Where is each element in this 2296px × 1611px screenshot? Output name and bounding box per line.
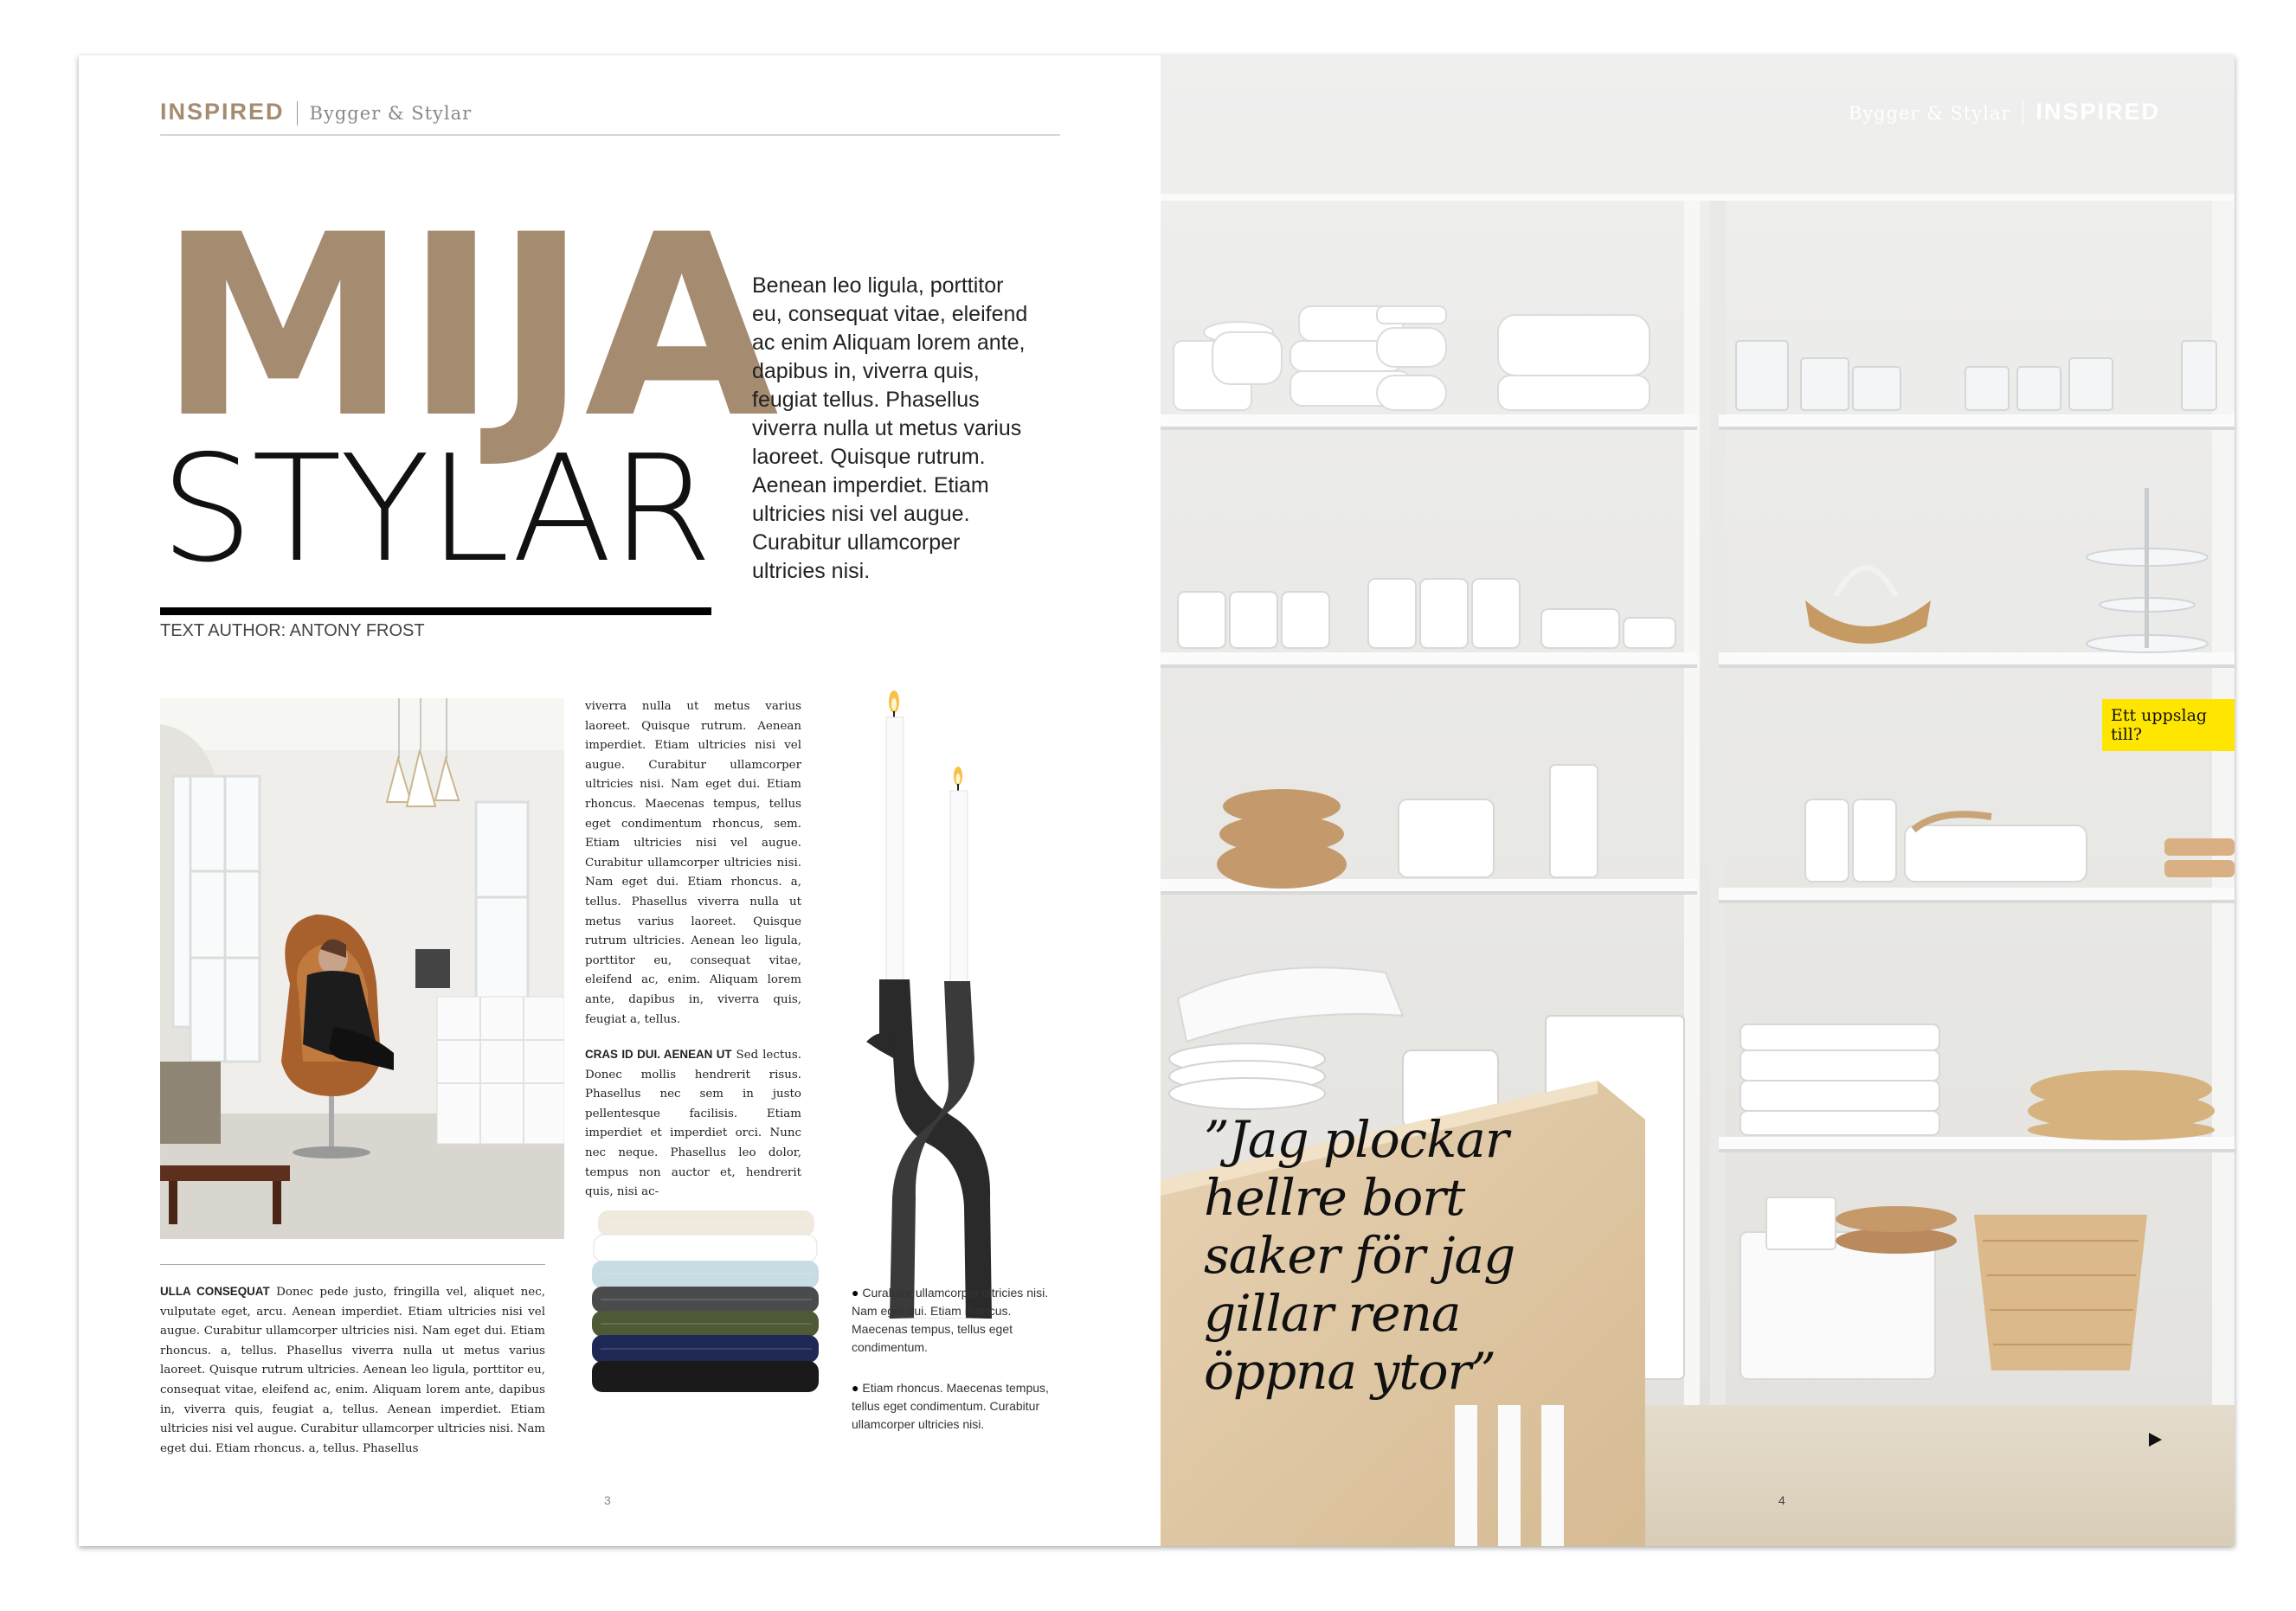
caption-1: ● Curabitur ullamcorper ultricies nisi. Nam eget dui. Etiam rhoncus. Maecenas tempus, tellus eget condimentum.	[852, 1286, 1049, 1354]
right-header-brand: INSPIRED	[2036, 99, 2160, 125]
column-2-text: viverra nulla ut metus varius laoreet. Quisque rutrum. Aenean imperdiet. Etiam ultricies nisi vel augue. Curabitur ullamcorper ultricies nisi. Nam eget dui. Etiam rhoncus. Maecenas tempus, tellus eget condimentum rhoncus, sem. Etiam ultricies nisi vel augue. Curabitur ullamcorper ultricies nisi. Nam eget dui. Etiam rhoncus. a, tellus. Phasellus viverra nulla ut metus varius laoreet. Quisque rutrum ultricies. Aenean leo ligula, porttitor eu, consequat vitae, eleifend ac, enim. Aliquam lorem ante, dapibus in, viverra quis, feugiat a, tellus.	[585, 700, 801, 1026]
right-header-section: Bygger & Stylar	[1848, 103, 2011, 124]
author-line: TEXT AUTHOR: ANTONY FROST	[160, 621, 425, 640]
lead-paragraph: Benean leo ligula, porttitor eu, consequat vitae, eleifend ac enim Aliquam lorem ante, dapibus in, viverra quis, feugiat tellus. Phasellus viverra nulla ut metus varius laoreet. Quisque rutrum. Aenean imperdiet. Etiam ultricies nisi vel augue. Curabitur ullamcorper ultricies nisi.	[752, 273, 1028, 583]
column-1-lead-in: ULLA CONSEQUAT	[160, 1285, 270, 1298]
column-1-text: Donec pede justo, fringilla vel, aliquet nec, vulputate eget, arcu. Aenean imperdiet. Etiam ultricies nisi vel augue. Curabitur ullamcorper ultricies nisi. Nam eget dui. Etiam rhoncus. a, tellus. Phasellus viverra nulla ut metus varius laoreet. Quisque rutrum ultricies. Aenean leo ligula, porttitor eu, consequat vitae, eleifend ac, enim. Aliquam lorem ante, dapibus in, viverra quis, feugiat a, tellus. Aenean imperdiet. Etiam ultricies nisi vel augue. Curabitur ullamcorper ultricies nisi. Nam eget dui. Etiam rhoncus. a, tellus. Phasellus	[160, 1286, 545, 1455]
candleholder-photo	[862, 678, 1061, 1319]
caption-2: ● Etiam rhoncus. Maecenas tempus, tellus eget condimentum. Curabitur ullamcorper ultricies nisi.	[852, 1381, 1049, 1431]
header-rule	[160, 134, 1060, 136]
magazine-spread	[79, 55, 2235, 1546]
body-column-2	[585, 697, 801, 1203]
title-rule	[160, 607, 711, 615]
title-line-2: STYLAR	[160, 424, 711, 595]
caption-1-text: Curabitur ullamcorper ultricies nisi. Nam eget dui. Etiam rhoncus. Maecenas tempus, tellus eget condimentum.	[852, 1286, 1049, 1354]
left-header	[160, 99, 472, 125]
left-page	[79, 55, 1161, 1546]
header-section: Bygger & Stylar	[309, 103, 473, 124]
pull-quote: ”Jag plockar hellre bort saker för jag gillar rena öppna ytor”	[1204, 1110, 1515, 1401]
towels-photo	[585, 1206, 827, 1466]
title-line-1: MIJA	[158, 182, 775, 473]
right-page	[1161, 55, 2235, 1546]
right-header	[1849, 99, 2160, 125]
column-2-lead-in: CRAS ID DUI. AENEAN UT	[585, 1048, 732, 1062]
caption-2-text: Etiam rhoncus. Maecenas tempus, tellus eget condimentum. Curabitur ullamcorper ultricies nisi.	[852, 1381, 1049, 1431]
left-page-number: 3	[604, 1493, 611, 1507]
body-column-1	[160, 1282, 545, 1459]
column-2-text-2: Sed lectus. Donec mollis hendrerit risus. Phasellus nec sem in justo pellentesque facilisis. Etiam imperdiet et imperdiet orci. Nunc nec neque. Phasellus leo dolor, tempus non auctor et, hendrerit quis, nisi ac-	[585, 1049, 801, 1199]
header-divider	[297, 101, 298, 125]
right-page-number: 4	[1778, 1493, 1785, 1507]
living-room-photo	[160, 698, 564, 1239]
header-brand: INSPIRED	[160, 99, 285, 125]
column-rule	[160, 1264, 545, 1265]
sticky-note[interactable]: Ett uppslag till?	[2102, 699, 2235, 751]
